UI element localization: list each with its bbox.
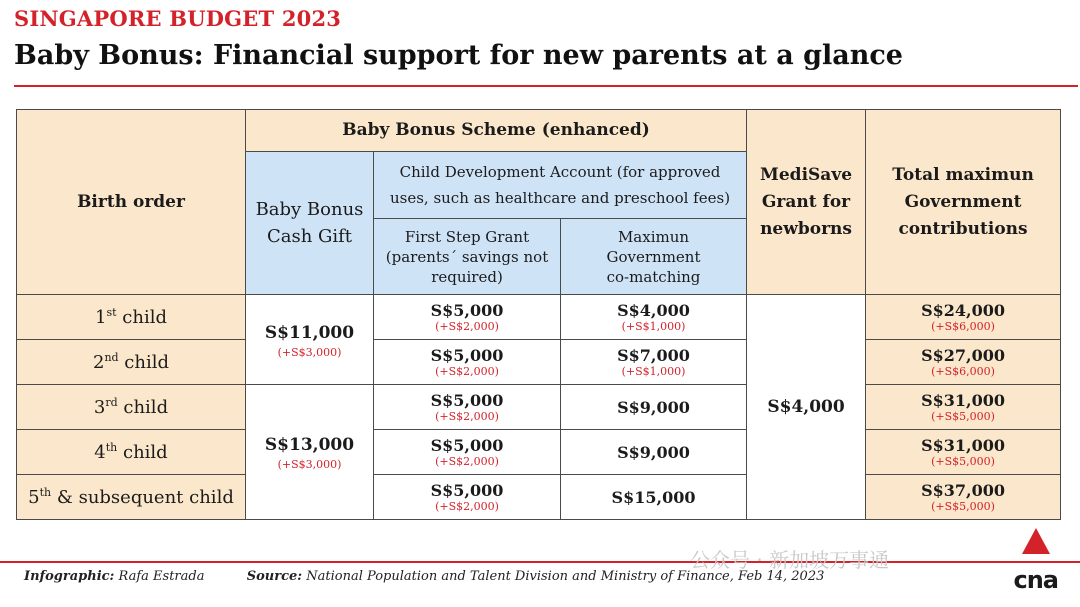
first-step-cell: S$5,000 (+S$2,000)	[374, 295, 561, 340]
total-cell: S$31,000 (+S$5,000)	[866, 430, 1061, 475]
infographic-credit: Rafa Estrada	[118, 569, 205, 584]
row-label: 2nd child	[17, 340, 246, 385]
matching-cell: S$15,000	[561, 475, 747, 520]
total-cell: S$37,000 (+S$5,000)	[866, 475, 1061, 520]
table-row	[17, 475, 1061, 520]
cash-gift-cell: S$13,000 (+S$3,000)	[246, 385, 374, 520]
table-row	[17, 430, 1061, 475]
kicker: SINGAPORE BUDGET 2023	[14, 6, 342, 31]
cna-triangle-icon	[1022, 528, 1050, 554]
total-cell: S$24,000 (+S$6,000)	[866, 295, 1061, 340]
cda-header: Child Development Account (for approved uses, such as healthcare and preschool fees)	[374, 152, 747, 219]
source-label: Source:	[246, 569, 303, 584]
table-row	[17, 340, 1061, 385]
baby-bonus-table	[16, 109, 1061, 520]
total-cell: S$27,000 (+S$6,000)	[866, 340, 1061, 385]
medisave-cell: S$4,000	[747, 295, 866, 520]
first-step-cell: S$5,000 (+S$2,000)	[374, 340, 561, 385]
first-step-cell: S$5,000 (+S$2,000)	[374, 385, 561, 430]
first-step-cell: S$5,000 (+S$2,000)	[374, 475, 561, 520]
row-label: 1st child	[17, 295, 246, 340]
watermark: 公众号 · 新加坡万事通	[690, 548, 890, 572]
first-step-header: First Step Grant (parents´ savings not required)	[374, 219, 561, 295]
scheme-header: Baby Bonus Scheme (enhanced)	[246, 110, 747, 152]
top-divider	[14, 85, 1078, 87]
bottom-divider	[0, 561, 1080, 563]
cna-logo: cna	[1013, 566, 1058, 594]
row-label: 3rd child	[17, 385, 246, 430]
medisave-header: MediSave Grant for newborns	[747, 110, 866, 295]
matching-cell: S$9,000	[561, 430, 747, 475]
matching-cell: S$7,000 (+S$1,000)	[561, 340, 747, 385]
table-row	[17, 385, 1061, 430]
page-title: Baby Bonus: Financial support for new parents at a glance	[14, 40, 903, 71]
first-step-cell: S$5,000 (+S$2,000)	[374, 430, 561, 475]
table-row	[17, 295, 1061, 340]
matching-cell: S$9,000	[561, 385, 747, 430]
total-cell: S$31,000 (+S$5,000)	[866, 385, 1061, 430]
total-header: Total maximun Government contributions	[866, 110, 1061, 295]
infographic-label: Infographic:	[24, 569, 115, 584]
birth-order-header: Birth order	[17, 110, 246, 295]
matching-cell: S$4,000 (+S$1,000)	[561, 295, 747, 340]
cash-gift-header: Baby Bonus Cash Gift	[246, 152, 374, 295]
row-label: 5th & subsequent child	[17, 475, 246, 520]
matching-header: Maximun Government co-matching	[561, 219, 747, 295]
cash-gift-cell: S$11,000 (+S$3,000)	[246, 295, 374, 385]
row-label: 4th child	[17, 430, 246, 475]
source-text: National Population and Talent Division and Ministry of Finance, Feb 14, 2023	[306, 569, 825, 584]
